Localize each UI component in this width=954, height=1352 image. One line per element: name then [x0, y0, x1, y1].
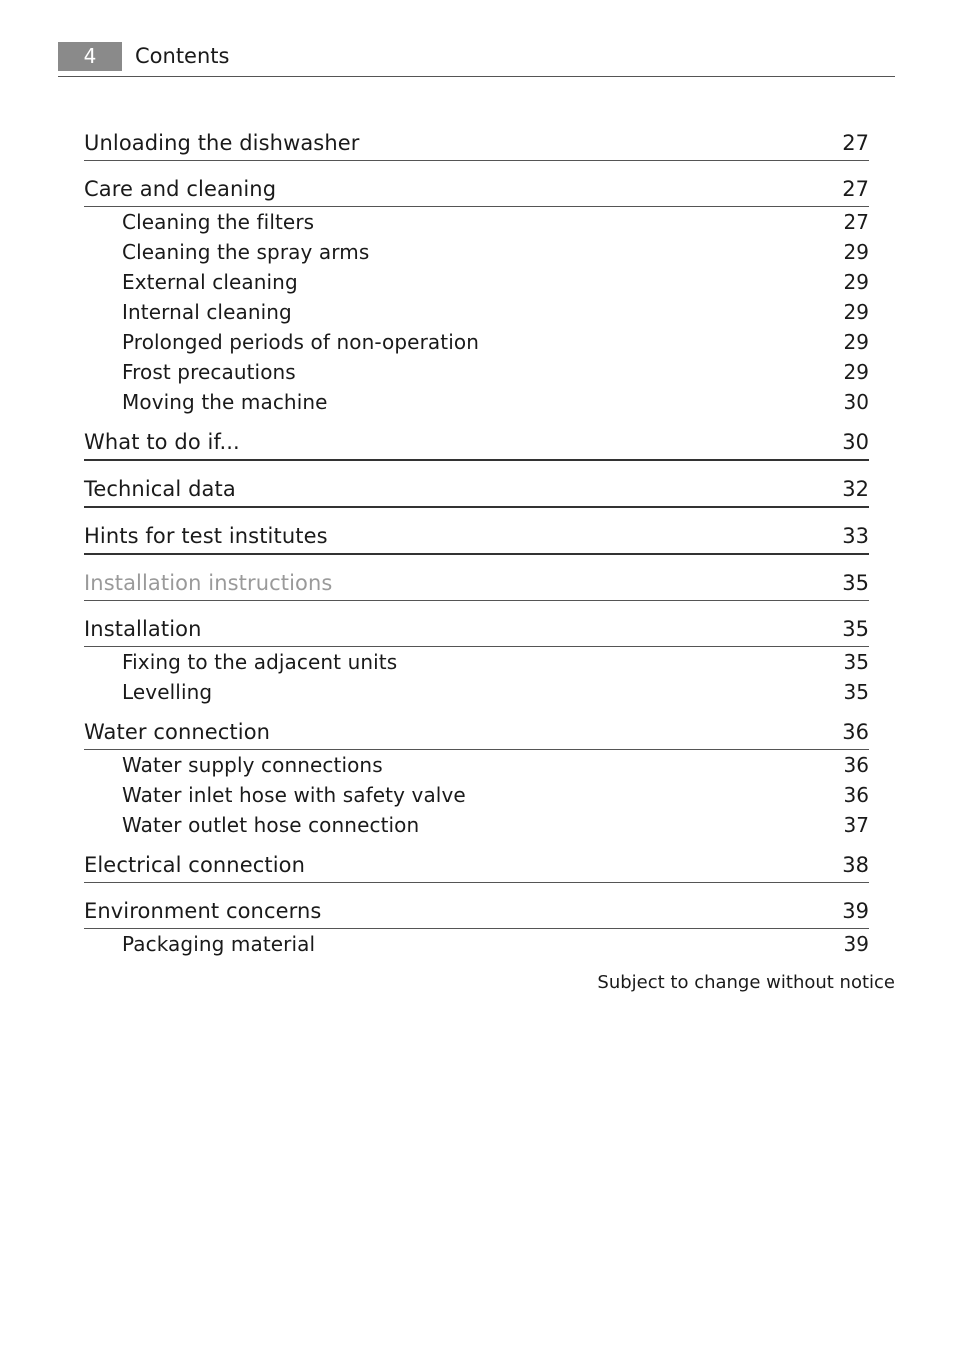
toc-entry-page: 39 [842, 899, 869, 923]
toc-subentry-label: Levelling [122, 680, 213, 704]
toc-entry-label: Hints for test institutes [84, 524, 328, 548]
toc-subentry-water-inlet-hose[interactable] [84, 780, 869, 810]
page-title: Contents [135, 44, 230, 68]
toc-entry-page: 38 [842, 853, 869, 877]
toc-entry-label: Environment concerns [84, 899, 322, 923]
toc-subentry-page: 36 [843, 753, 869, 777]
toc-entry-page: 32 [842, 477, 869, 501]
toc-entry-environment-concerns[interactable] [84, 894, 869, 929]
toc-entry-label: Electrical connection [84, 853, 306, 877]
toc-subentry-label: Cleaning the filters [122, 210, 315, 234]
toc-subentry-page: 29 [843, 330, 869, 354]
page-number-badge: 4 [58, 42, 122, 71]
toc-entry-label: Unloading the dishwasher [84, 131, 360, 155]
toc-subentry-label: Packaging material [122, 932, 316, 956]
toc-entry-care-and-cleaning[interactable] [84, 172, 869, 207]
toc-subentry-label: Water supply connections [122, 753, 383, 777]
toc-entry-installation-instructions[interactable] [84, 566, 869, 601]
toc-subentry-label: Cleaning the spray arms [122, 240, 370, 264]
toc-entry-hints-for-test-institutes[interactable] [84, 519, 869, 555]
toc-entry-label: Technical data [84, 477, 236, 501]
toc-entry-page: 35 [842, 617, 869, 641]
toc-subentry-label: Prolonged periods of non-operation [122, 330, 479, 354]
toc-entry-page: 27 [842, 177, 869, 201]
toc-subentry-page: 36 [843, 783, 869, 807]
toc-subentry-page: 39 [843, 932, 869, 956]
toc-subentry-page: 30 [843, 390, 869, 414]
toc-subentry-page: 29 [843, 360, 869, 384]
toc-entry-technical-data[interactable] [84, 472, 869, 508]
toc-subentry-page: 29 [843, 240, 869, 264]
toc-entry-label: Installation instructions [84, 571, 333, 595]
toc-subentry-label: Fixing to the adjacent units [122, 650, 398, 674]
toc-subentry-label: Frost precautions [122, 360, 296, 384]
toc-entry-page: 33 [842, 524, 869, 548]
toc-subentry-page: 27 [843, 210, 869, 234]
toc-entry-installation[interactable] [84, 612, 869, 647]
toc-subentry-label: Internal cleaning [122, 300, 292, 324]
toc-subentry-prolonged-periods[interactable] [84, 327, 869, 357]
toc-subentry-label: Water outlet hose connection [122, 813, 420, 837]
toc-entry-label: Care and cleaning [84, 177, 277, 201]
toc-subentry-page: 35 [843, 680, 869, 704]
toc-subentry-fixing-to-adjacent-units[interactable] [84, 647, 869, 677]
toc-subentry-label: External cleaning [122, 270, 298, 294]
toc-entry-unloading-the-dishwasher[interactable] [84, 126, 869, 161]
table-of-contents [84, 126, 869, 959]
toc-subentry-page: 37 [843, 813, 869, 837]
toc-entry-water-connection[interactable] [84, 715, 869, 750]
page-header [58, 42, 895, 77]
toc-subentry-water-outlet-hose[interactable] [84, 810, 869, 840]
toc-subentry-water-supply-connections[interactable] [84, 750, 869, 780]
toc-subentry-levelling[interactable] [84, 677, 869, 707]
toc-entry-label: What to do if... [84, 430, 240, 454]
toc-subentry-page: 29 [843, 270, 869, 294]
toc-entry-what-to-do-if[interactable] [84, 425, 869, 461]
toc-entry-page: 35 [842, 571, 869, 595]
toc-subentry-label: Water inlet hose with safety valve [122, 783, 466, 807]
toc-subentry-frost-precautions[interactable] [84, 357, 869, 387]
toc-subentry-page: 35 [843, 650, 869, 674]
toc-subentry-external-cleaning[interactable] [84, 267, 869, 297]
toc-subentry-moving-the-machine[interactable] [84, 387, 869, 417]
toc-subentry-cleaning-the-spray-arms[interactable] [84, 237, 869, 267]
toc-subentry-packaging-material[interactable] [84, 929, 869, 959]
toc-subentry-page: 29 [843, 300, 869, 324]
toc-entry-label: Water connection [84, 720, 271, 744]
toc-entry-label: Installation [84, 617, 202, 641]
toc-subentry-cleaning-the-filters[interactable] [84, 207, 869, 237]
toc-entry-page: 27 [842, 131, 869, 155]
toc-entry-page: 36 [842, 720, 869, 744]
footer-note: Subject to change without notice [597, 972, 895, 993]
toc-subentry-label: Moving the machine [122, 390, 328, 414]
toc-subentry-internal-cleaning[interactable] [84, 297, 869, 327]
toc-entry-electrical-connection[interactable] [84, 848, 869, 883]
toc-entry-page: 30 [842, 430, 869, 454]
